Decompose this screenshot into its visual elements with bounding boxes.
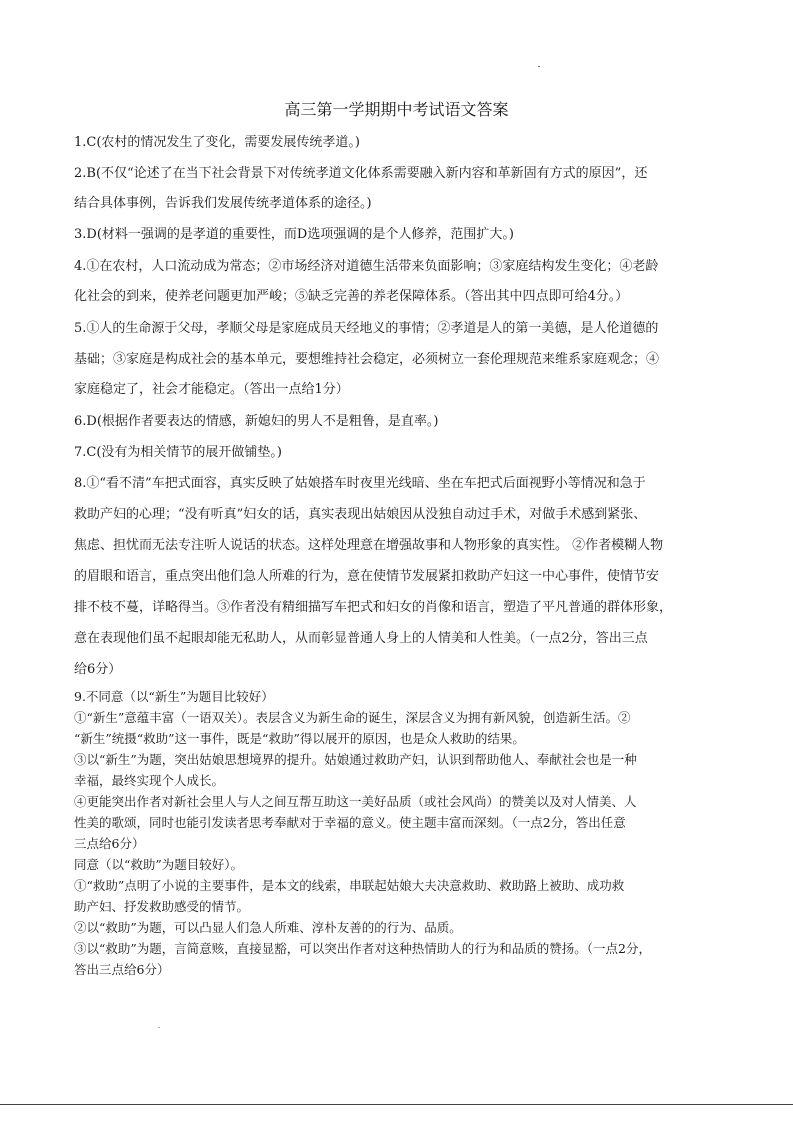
- q9-line: 同意（以“救助”为题目较好）。: [74, 857, 244, 872]
- answer-line: 8.①“看不清”车把式面容，真实反映了姑娘搭车时夜里光线暗、坐在车把式后面视野小等情况和急于: [74, 476, 646, 491]
- speck-mark: [158, 1027, 160, 1028]
- bottom-rule: [0, 1104, 793, 1105]
- answer-line: 结合具体事例，告诉我们发展传统孝道体系的途径。): [74, 196, 372, 211]
- answer-line: 救助产妇的心理；“没有听真”妇女的话，真实表现出姑娘因从没独自动过手术，对做手术感到紧张、: [74, 507, 647, 522]
- q9-line: ③以“救助”为题，言简意赅，直接显豁，可以突出作者对这种热情助人的行为和品质的赞扬。（一点2分，: [74, 941, 651, 956]
- q9-line: 助产妇、抒发救助感受的情节。: [74, 899, 250, 914]
- page-title: 高三第一学期期中考试语文答案: [284, 100, 509, 119]
- q9-line: ③以“新生”为题，突出姑娘思想境界的提升。姑娘通过救助产妇，认识到帮助他人、奉献社会也是一种: [74, 752, 637, 767]
- answer-line: 5.①人的生命源于父母，孝顺父母是家庭成员天经地义的事情；②孝道是人的第一美德，是人伦道德的: [74, 321, 659, 336]
- answer-line: 化社会的到来，使养老问题更加严峻；⑤缺乏完善的养老保障体系。（答出其中四点即可给4分。）: [74, 289, 629, 304]
- q9-line: ①“新生”意蕴丰富（一语双关）。表层含义为新生命的诞生，深层含义为拥有新风貌，创造新生活。②: [74, 710, 631, 725]
- answer-line: 2.B(不仅“论述了在当下社会背景下对传统孝道文化体系需要融入新内容和革新固有方式的原因”，还: [74, 166, 648, 181]
- answer-line: 家庭稳定了，社会才能稳定。（答出一点给1分）: [74, 382, 349, 397]
- q9-line: 9.不同意（以“新生”为题目比较好）: [74, 689, 274, 704]
- q9-line: ④更能突出作者对新社会里人与人之间互帮互助这一美好品质（或社会风尚）的赞美以及对人情美、人: [74, 794, 637, 809]
- q9-line: “新生”统摄“救助”这一事件，既是“救助”得以展开的原因，也是众人救助的结果。: [74, 731, 525, 746]
- answer-line: 1.C(农村的情况发生了变化，需要发展传统孝道。): [74, 135, 360, 150]
- answer-line: 的眉眼和语言，重点突出他们急人所难的行为，意在使情节发展紧扣救助产妇这一中心事件，使情节安: [74, 569, 660, 584]
- answer-line: 基础；③家庭是构成社会的基本单元，要想维持社会稳定，必须树立一套伦理规范来维系家庭观念；④: [74, 352, 660, 367]
- q9-line: ②以“救助”为题，可以凸显人们急人所难、淳朴友善的的行为、品质。: [74, 920, 462, 935]
- q9-line: 幸福，最终实现个人成长。: [74, 773, 225, 788]
- answer-line: 给6分）: [74, 662, 122, 677]
- q9-line: 三点给6分）: [74, 836, 145, 851]
- answer-line: 6.D(根据作者要表达的情感，新媳妇的男人不是粗鲁，是直率。): [74, 414, 439, 429]
- q9-line: 答出三点给6分）: [74, 962, 170, 977]
- q9-line: ①“救助”点明了小说的主要事件，是本文的线索，串联起姑娘大夫决意救助、救助路上被助、成功救: [74, 878, 625, 893]
- answer-line: 意在表现他们虽不起眼却能无私助人，从而彰显普通人身上的人情美和人性美。（一点2分，答出三点: [74, 631, 648, 646]
- answer-line: 3.D(材料一强调的是孝道的重要性，而D选项强调的是个人修养，范围扩大。): [74, 227, 514, 242]
- answer-line: 焦虑、担忧而无法专注听人说话的状态。这样处理意在增强故事和人物形象的真实性。 ②作者模糊人物: [74, 538, 664, 553]
- q9-line: 性美的歌颂，同时也能引发读者思考奉献对于幸福的意义。使主题丰富而深刻。（一点2分，答出任意: [74, 815, 626, 830]
- answer-line: 4.①在农村，人口流动成为常态；②市场经济对道德生活带来负面影响；③家庭结构发生变化；④老龄: [74, 259, 659, 274]
- speck-mark: [538, 66, 540, 67]
- answer-line: 7.C(没有为相关情节的展开做铺垫。): [74, 445, 282, 460]
- answer-line: 排不枝不蔓，详略得当。③作者没有精细描写车把式和妇女的肖像和语言，塑造了平凡普通的群体形象，: [74, 600, 673, 615]
